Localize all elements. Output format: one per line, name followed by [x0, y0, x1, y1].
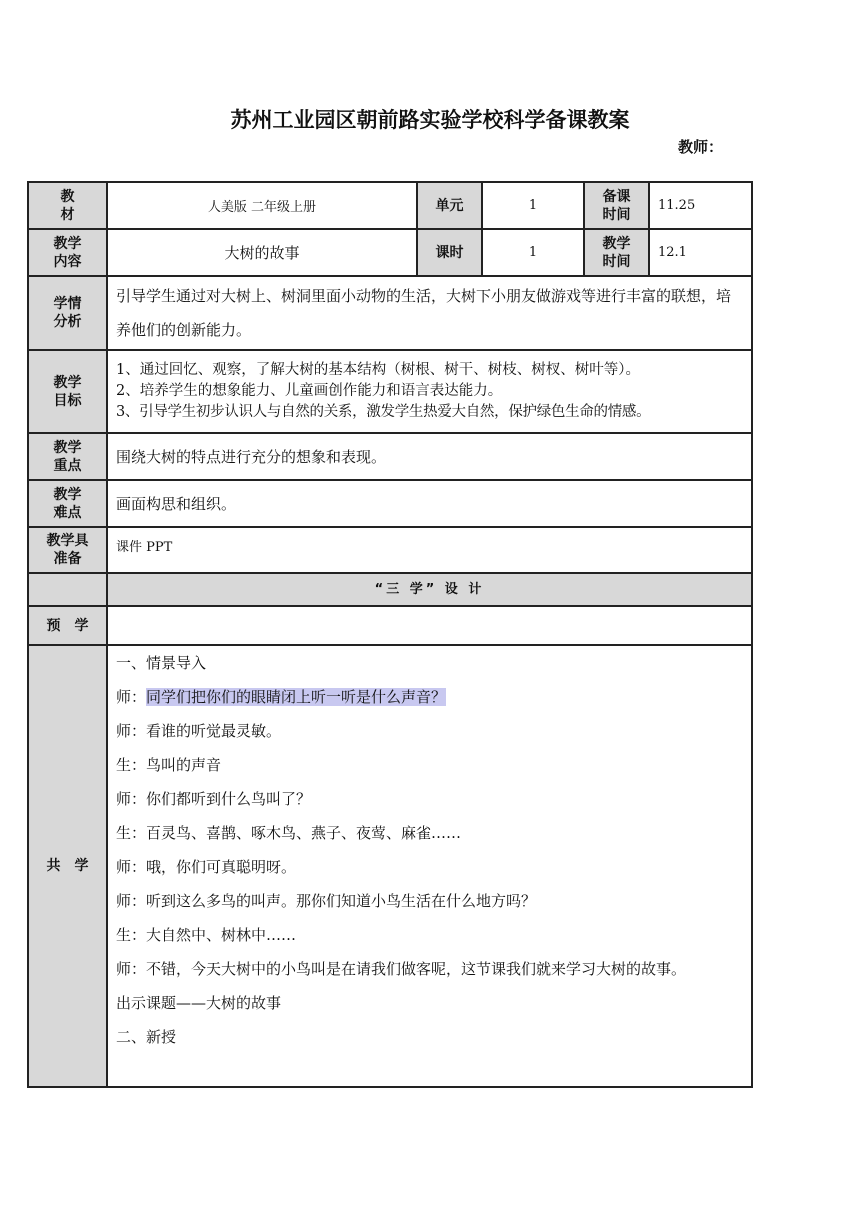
- goal-item: 3、引导学生初步认识人与自然的关系，激发学生热爱大自然，保护绿色生命的情感。: [116, 404, 651, 420]
- colearn-line: 二、新授: [116, 1028, 177, 1046]
- colearn-line: 生：大自然中、树林中……: [116, 926, 297, 944]
- unit-value: 1: [482, 182, 584, 229]
- prep-time-value: 11.25: [649, 182, 752, 229]
- key-points-text: 围绕大树的特点进行充分的想象和表现。: [107, 433, 752, 480]
- goals-cell: [107, 350, 752, 433]
- design-header: “三 学” 设 计: [107, 573, 752, 606]
- goal-item: 2、培养学生的想象能力、儿童画创作能力和语言表达能力。: [116, 383, 503, 399]
- colearn-line: 一、情景导入: [116, 654, 207, 672]
- preview-label: 预 学: [28, 606, 107, 645]
- colearn-line: 生：百灵鸟、喜鹊、啄木鸟、燕子、夜莺、麻雀……: [116, 824, 462, 842]
- colearn-line: 出示课题——大树的故事: [116, 994, 282, 1012]
- colearn-line: 师：不错，今天大树中的小鸟叫是在请我们做客呢，这节课我们就来学习大树的故事。: [116, 960, 687, 978]
- key-points-label: 教学 重点: [28, 433, 107, 480]
- goal-item: 1、通过回忆、观察，了解大树的基本结构（树根、树干、树枝、树杈、树叶等）。: [116, 362, 640, 378]
- colearn-line: [116, 680, 743, 714]
- colearn-line: 生：鸟叫的声音: [116, 756, 222, 774]
- teacher-label: 教师：: [678, 138, 724, 156]
- goals-label: 教学 目标: [28, 350, 107, 433]
- difficulties-text: 画面构思和组织。: [107, 480, 752, 527]
- colearn-line: 师：听到这么多鸟的叫声。那你们知道小鸟生活在什么地方吗？: [116, 892, 537, 910]
- teach-time-label: 教学 时间: [584, 229, 649, 276]
- unit-label: 单元: [417, 182, 482, 229]
- speaker-prefix: 师：: [116, 688, 147, 706]
- tools-text: 课件 PPT: [107, 527, 752, 573]
- content-value: 大树的故事: [107, 229, 417, 276]
- design-header-blank: [28, 573, 107, 606]
- period-value: 1: [482, 229, 584, 276]
- analysis-text: 引导学生通过对大树上、树洞里面小动物的生活，大树下小朋友做游戏等进行丰富的联想，培养他们的创新能力。: [107, 276, 752, 350]
- page-title: 苏州工业园区朝前路实验学校科学备课教案: [230, 108, 630, 132]
- textbook-value: 人美版 二年级上册: [107, 182, 417, 229]
- prep-time-label: 备课 时间: [584, 182, 649, 229]
- textbook-label: 教 材: [28, 182, 107, 229]
- difficulties-label: 教学 难点: [28, 480, 107, 527]
- colearn-line: 师：哦，你们可真聪明呀。: [116, 858, 297, 876]
- period-label: 课时: [417, 229, 482, 276]
- colearn-cell: [107, 645, 752, 1087]
- teach-time-value: 12.1: [649, 229, 752, 276]
- colearn-line: 师：看谁的听觉最灵敏。: [116, 722, 282, 740]
- lesson-plan-table: [27, 181, 753, 1088]
- highlighted-text: 同学们把你们的眼睛闭上听一听是什么声音？: [146, 688, 447, 706]
- colearn-line: 师：你们都听到什么鸟叫了？: [116, 790, 312, 808]
- content-label: 教学 内容: [28, 229, 107, 276]
- analysis-label: 学情 分析: [28, 276, 107, 350]
- preview-text: [107, 606, 752, 645]
- tools-label: 教学具 准备: [28, 527, 107, 573]
- colearn-label: 共 学: [28, 645, 107, 1087]
